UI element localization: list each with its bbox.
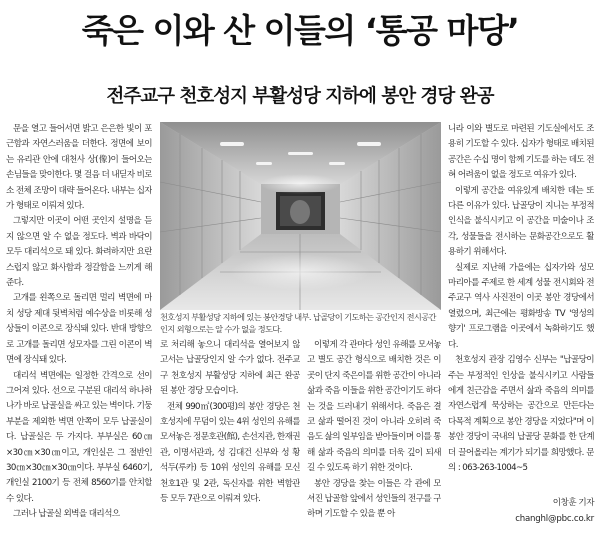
paragraph: 니라 이와 별도로 마련된 기도실에서도 조용히 기도할 수 있다. 십자가 형태로 배치된 공간은 수십 명이 함께 기도를 하는 데도 전혀 어려움이 없을 정도로 여유가 있다.: [448, 124, 594, 181]
paragraph: 이렇게 공간을 여유있게 배치한 데는 또 다른 이유가 있다. 납골당이 지니는 부정적 인식을 불식시키고 이 공간을 미술이나 조각, 성물들을 전시하는 문화공간으로도 활용하기 위해서다.: [448, 185, 594, 258]
article-column-4: [448, 122, 594, 492]
paragraph: 이렇게 각 관마다 성인 유해를 모셔놓고 별도 공간 형식으로 배치한 것은 이곳이 단지 죽은이를 위한 공간이 아니라 삶과 죽음 이들을 위한 공간이기도 하다는 것을 드러내기 위해서다. 죽음은 결코 삶과 떨어진 것이 아니라 오히려 죽음도 삶의 일부임을 받아들이며 이를 통해 삶과 죽음의 의미를 더욱 깊이 되새길 수 있도록 하기 위한 것이다.: [307, 340, 441, 474]
headline: 죽은 이와 산 이들의 ‘통공 마당’: [81, 11, 519, 50]
paragraph: 실제로 지난해 가을에는 십자가와 성모 마리아를 주제로 한 세계 성물 전시회와 전주교구 역사 사진전이 이곳 봉안 경당에서 열렸으며, 최근에는 평화방송 TV '영성의 향기' 프로그램을 이곳에서 녹화하기도 했다.: [448, 262, 594, 350]
article-column-2: [160, 338, 300, 538]
article-photo: [160, 122, 441, 310]
subheadline: 전주교구 천호성지 부활성당 지하에 봉안 경당 완공: [106, 86, 494, 107]
paragraph: 그러나 납골실 외벽을 대리석으: [13, 509, 120, 520]
article-column-1: [6, 122, 152, 540]
paragraph: 천호성지 관장 김영수 신부는 "납골당이 주는 부정적인 인상을 불식시키고 사람들에게 친근감을 주면서 삶과 죽음의 의미를 자연스럽게 묵상하는 공간으로 만든다는 다목적 계획으로 봉안 경당을 지었다"며 이 봉안 경당이 국내의 납골당 문화를 한 단계 더 끌어올리는 계기가 되기를 희망했다. 문의 : 063-263-1004~5: [448, 355, 594, 473]
photo-caption: 천호성지 부활성당 지하에 있는 봉안경당 내부. 납골당이 기도하는 공간인지 전시공간인지 외형으로는 알 수가 없을 정도다.: [160, 312, 436, 334]
author-email: changhl@pbc.co.kr: [515, 514, 594, 524]
paragraph: 문을 열고 들어서면 밝고 은은한 빛이 포근함과 자연스러움을 더한다. 정면에 보이는 유리관 안에 대천사 상(像)이 들어오는 손님들을 맞이한다. 몇 걸음 더 내딛자 비로소 전체 조망이 대략 들어온다. 내부는 십자가 형태로 이뤄져 있다.: [6, 124, 152, 212]
paragraph: 대리석 벽면에는 일정한 간격으로 선이 그어져 있다. 선으로 구분된 대리석 하나하나가 바로 납골실을 싸고 있는 벽이다. 기둥 부분을 제외한 벽면 안쪽이 모두 납골실이다. 납골실은 두 가지다. 부부실은 60㎝×30㎝×30㎝이고, 개인실은 그 절반인 30㎝×30㎝×30㎝이다. 부부실 6460기, 개인실 2100기 등 전체 8560기를 안치할 수 있다.: [6, 370, 152, 504]
paragraph: 그렇지만 이곳이 어떤 곳인지 설명을 듣지 않으면 알 수 없을 정도다. 벽과 바닥이 모두 대리석으로 돼 있다. 화려하지만 요란스럽지 않고 화사함과 정갈함을 느끼게 해준다.: [6, 216, 152, 289]
paragraph: 고개를 왼쪽으로 돌리면 멀리 벽면에 마치 성당 제대 뒷벽처럼 예수상을 비롯해 성상들이 이콘으로 장식돼 있다. 반대 방향으로 고개를 돌리면 성모자를 그린 이콘이 벽면에 장식돼 있다.: [6, 293, 152, 366]
paragraph: 로 처리해 놓으니 대리석을 열어보지 않고서는 납골당인지 알 수가 없다. 전주교구 천호성지 부활성당 지하에 최근 완공된 봉안 경당 모습이다.: [160, 340, 300, 397]
article-column-3: [307, 338, 441, 538]
marble-corridor-photo: [160, 122, 441, 310]
paragraph: 봉안 경당을 찾는 이들은 각 관에 모셔진 납골함 앞에서 성인들의 전구를 구하며 기도할 수 있을 뿐 아: [307, 478, 441, 520]
byline: 이창훈 기자: [552, 498, 594, 508]
paragraph: 전체 990㎡(300평)의 봉안 경당은 천호성지에 무덤이 있는 4위 성인의 유해를 모셔놓은 정문호관(館), 손선지관, 한재권관, 이명서관과, 성 김대건 신부와 성 황석두(루카) 등 10위 성인의 유해를 모신 천호1관 및 2관, 독신자를 위한 벽함관 등 모두 7관으로 이뤄져 있다.: [160, 401, 300, 505]
